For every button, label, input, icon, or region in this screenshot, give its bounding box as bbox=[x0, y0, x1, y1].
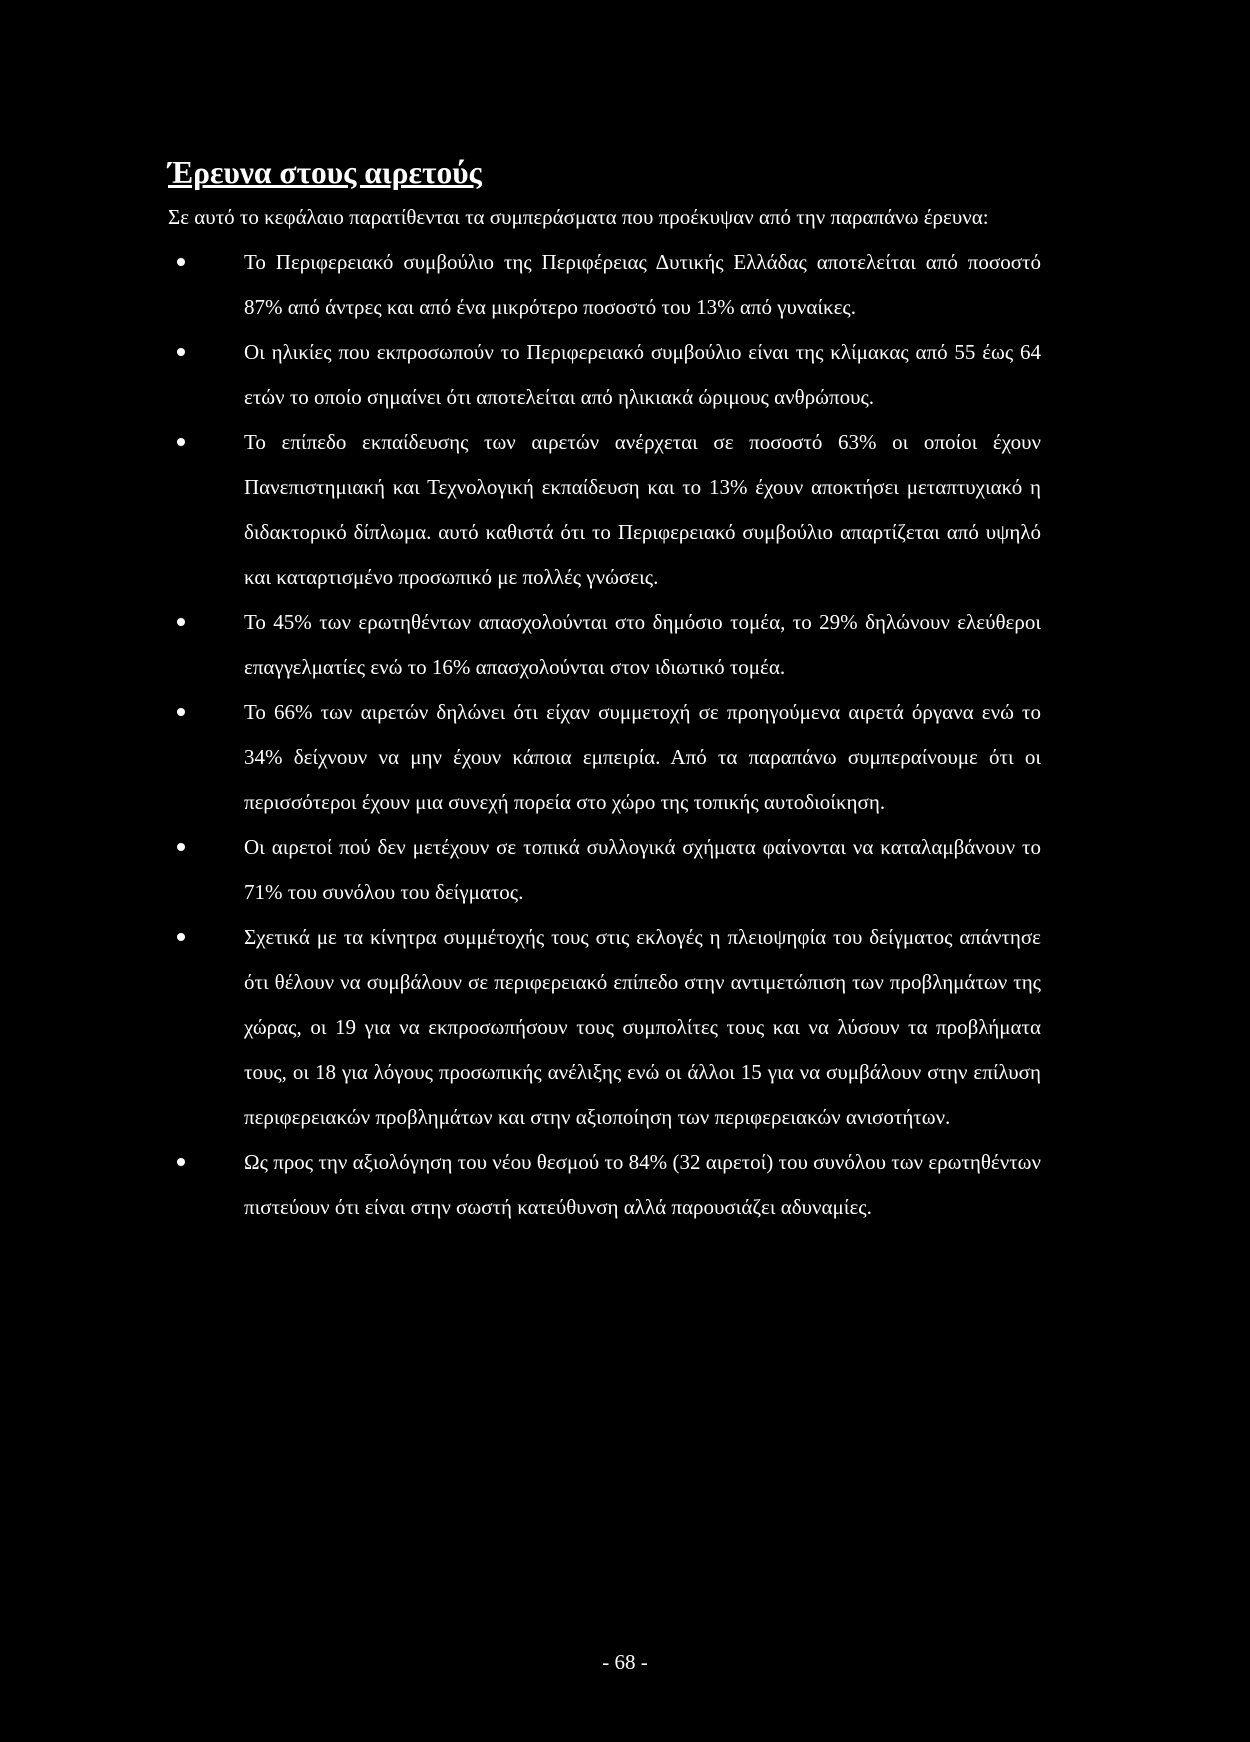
findings-list bbox=[168, 240, 1041, 1230]
list-item bbox=[168, 600, 1041, 690]
document-page bbox=[168, 150, 1041, 1230]
list-item bbox=[168, 825, 1041, 915]
list-item-text: Οι ηλικίες που εκπροσωπούν το Περιφερειακό συμβούλιο είναι της κλίμακας από 55 έως 64 ετών το οποίο σημαίνει ότι αποτελείται από ηλικιακά ώριμους ανθρώπους. bbox=[244, 340, 1041, 409]
bullet-icon bbox=[177, 1158, 185, 1166]
section-heading: Έρευνα στους αιρετούς bbox=[168, 155, 482, 190]
page-number: - 68 - bbox=[602, 1650, 648, 1674]
list-item bbox=[168, 690, 1041, 825]
intro-paragraph: Σε αυτό το κεφάλαιο παρατίθενται τα συμπεράσματα που προέκυψαν από την παραπάνω έρευνα: bbox=[168, 205, 989, 229]
list-item bbox=[168, 1140, 1041, 1230]
list-item bbox=[168, 420, 1041, 600]
list-item-text: Σχετικά με τα κίνητρα συμμέτοχής τους στις εκλογές η πλειοψηφία του δείγματος απάντησε ότι θέλουν να συμβάλουν σε περιφερειακό επίπεδο στην αντιμετώπιση των προβλημάτων της χώρας, οι 19 για να εκπροσωπήσουν τους συμπολίτες τους και να λύσουν τα προβλήματα τους, οι 18 για λόγους προσωπικής ανέλιξης ενώ οι άλλοι 15 για να συμβάλουν στην επίλυση περιφερειακών προβλημάτων και στην αξιοποίηση των περιφερειακών ανισοτήτων. bbox=[244, 925, 1041, 1129]
list-item-text: Οι αιρετοί πού δεν μετέχουν σε τοπικά συλλογικά σχήματα φαίνονται να καταλαμβάνουν το 71% του συνόλου του δείγματος. bbox=[244, 835, 1041, 904]
bullet-icon bbox=[177, 618, 185, 626]
bullet-icon bbox=[177, 708, 185, 716]
list-item bbox=[168, 240, 1041, 330]
bullet-icon bbox=[177, 438, 185, 446]
list-item bbox=[168, 915, 1041, 1140]
list-item-text: Το 45% των ερωτηθέντων απασχολούνται στο δημόσιο τομέα, το 29% δηλώνουν ελεύθεροι επαγγελματίες ενώ το 16% απασχολούνται στον ιδιωτικό τομέα. bbox=[244, 610, 1041, 679]
list-item-text: Το επίπεδο εκπαίδευσης των αιρετών ανέρχεται σε ποσοστό 63% οι οποίοι έχουν Πανεπιστημιακή και Τεχνολογική εκπαίδευση και το 13% έχουν αποκτήσει μεταπτυχιακό η διδακτορικό δίπλωμα. αυτό καθιστά ότι το Περιφερειακό συμβούλιο απαρτίζεται από υψηλό και καταρτισμένο προσωπικό με πολλές γνώσεις. bbox=[244, 430, 1041, 589]
bullet-icon bbox=[177, 258, 185, 266]
bullet-icon bbox=[177, 843, 185, 851]
list-item-text: Το 66% των αιρετών δηλώνει ότι είχαν συμμετοχή σε προηγούμενα αιρετά όργανα ενώ το 34% δείχνουν να μην έχουν κάποια εμπειρία. Από τα παραπάνω συμπεραίνουμε ότι οι περισσότεροι έχουν μια συνεχή πορεία στο χώρο της τοπικής αυτοδιοίκηση. bbox=[244, 700, 1041, 814]
list-item bbox=[168, 330, 1041, 420]
bullet-icon bbox=[177, 348, 185, 356]
bullet-icon bbox=[177, 933, 185, 941]
list-item-text: Ως προς την αξιολόγηση του νέου θεσμού το 84% (32 αιρετοί) του συνόλου των ερωτηθέντων πιστεύουν ότι είναι στην σωστή κατεύθυνση αλλά παρουσιάζει αδυναμίες. bbox=[244, 1150, 1041, 1219]
list-item-text: Το Περιφερειακό συμβούλιο της Περιφέρειας Δυτικής Ελλάδας αποτελείται από ποσοστό 87% από άντρες και από ένα μικρότερο ποσοστό του 13% από γυναίκες. bbox=[244, 250, 1041, 319]
